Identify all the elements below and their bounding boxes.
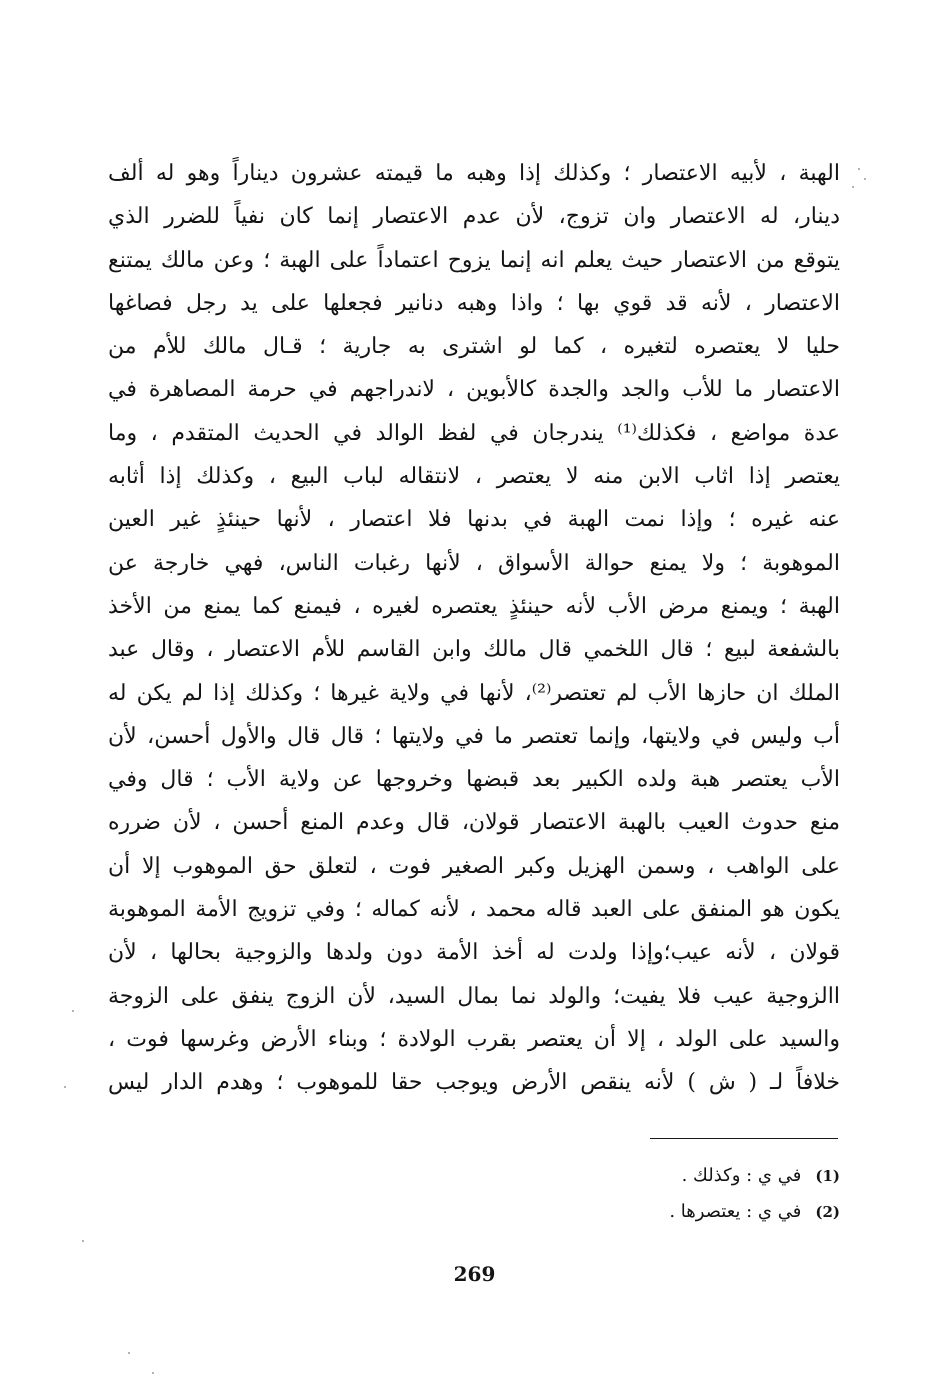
page-number: 269: [453, 1262, 496, 1286]
text-line: عدة مواضع ، فكذلك⁽¹⁾ يندرجان في لفظ الوالد في الحديث المتقدم ، وما: [108, 420, 840, 446]
footnote: [560, 1158, 840, 1194]
text-line: عنه غيره ؛ وإذا نمت الهبة في بدنها فلا اعتصار ، لأنها حينئذٍ غير العين: [108, 507, 840, 533]
text-line: منع حدوث العيب بالهبة الاعتصار قولان، قال وعدم المنع أحسن ، لأن ضرره: [108, 810, 840, 836]
footnote: [560, 1194, 840, 1230]
text-line: قولان ، لأنه عيب؛وإذا ولدت له أخذ الأمة دون ولدها والزوجية بحالها ، لأن: [108, 940, 840, 966]
scan-speck: [858, 168, 860, 170]
text-line: الهبة ؛ ويمنع مرض الأب لأنه حينئذٍ يعتصره لغيره ، فيمنع كما يمنع من الأخذ: [108, 593, 840, 619]
text-line: خلافاً لـ ( ش ) لأنه ينقص الأرض ويوجب حقا للموهوب ؛ وهدم الدار ليس: [108, 1070, 840, 1096]
text-line: أب وليس في ولايتها، وإنما تعتصر ما في ولايتها ؛ قال قال والأول أحسن، لأن: [108, 723, 840, 749]
scan-speck: [64, 1086, 66, 1088]
text-line: الهبة ، لأبيه الاعتصار ؛ وكذلك إذا وهبه ما قيمته عشرون ديناراً وهو له ألف: [108, 161, 840, 186]
footnote-number: (1): [815, 1167, 840, 1185]
text-line: الأب يعتصر هبة ولده الكبير بعد قبضها وخروجها عن ولاية الأب ؛ قال وفي: [108, 767, 840, 793]
scan-speck: [152, 1372, 154, 1374]
footnote-separator: [650, 1138, 838, 1139]
text-line: يعتصر إذا اثاب الابن منه لا يعتصر ، لانتقاله لباب البيع ، وكذلك إذا أثابه: [108, 464, 840, 490]
text-line: حليا لا يعتصره لتغيره ، كما لو اشترى به جارية ؛ قـال مالك للأم من: [108, 334, 840, 360]
scan-speck: [864, 178, 866, 180]
text-line: والسيد على الولد ، إلا أن يعتصر بقرب الولادة ؛ وبناء الأرض وغرسها فوت ،: [108, 1026, 840, 1052]
footnote-number: (2): [815, 1203, 840, 1221]
footnote-text: في ي : يعتصرها .: [669, 1201, 802, 1222]
text-line: الملك ان حازها الأب لم تعتصر⁽²⁾، لأنها في ولاية غيرها ؛ وكذلك إذا لم يكن له: [108, 680, 840, 706]
footnote-text: في ي : وكذلك .: [681, 1165, 802, 1186]
footnotes: [560, 1158, 840, 1230]
text-line: دينار، له الاعتصار وان تزوج، لأن عدم الاعتصار إنما كان نفياً للضرر الذي: [108, 204, 840, 230]
text-line: على الواهب ، وسمن الهزيل وكبر الصغير فوت ، لتعلق حق الموهوب إلا أن: [108, 853, 840, 879]
scan-speck: [128, 1352, 130, 1354]
scan-speck: [82, 1240, 84, 1242]
main-text-block: [108, 152, 840, 1105]
text-line: الموهوبة ؛ ولا يمنع حوالة الأسواق ، لأنها رغبات الناس، فهي خارجة عن: [108, 550, 840, 576]
scan-speck: [852, 186, 854, 188]
scan-speck: [72, 1010, 74, 1012]
text-line: الاعتصار ، لأنه قد قوي بها ؛ واذا وهبه دنانير فجعلها على يد رجل فصاغها: [108, 290, 840, 316]
text-line: بالشفعة لبيع ؛ قال اللخمي قال مالك وابن القاسم للأم الاعتصار ، وقال عبد: [108, 637, 840, 663]
text-line: الاعتصار ما للأب والجد والجدة كالأبوين ، لاندراجهم في حرمة المصاهرة في: [108, 377, 840, 403]
text-line: يكون هو المنفق على العبد قاله محمد ، لأنه كماله ؛ وفي تزويج الأمة الموهوبة: [108, 897, 840, 923]
text-line: االزوجية عيب فلا يفيت؛ والولد نما بمال السيد، لأن الزوج ينفق على الزوجة: [108, 983, 840, 1009]
text-line: يتوقع من الاعتصار حيث يعلم انه إنما يزوح اعتماداً على الهبة ؛ وعن مالك يمتنع: [108, 247, 840, 273]
